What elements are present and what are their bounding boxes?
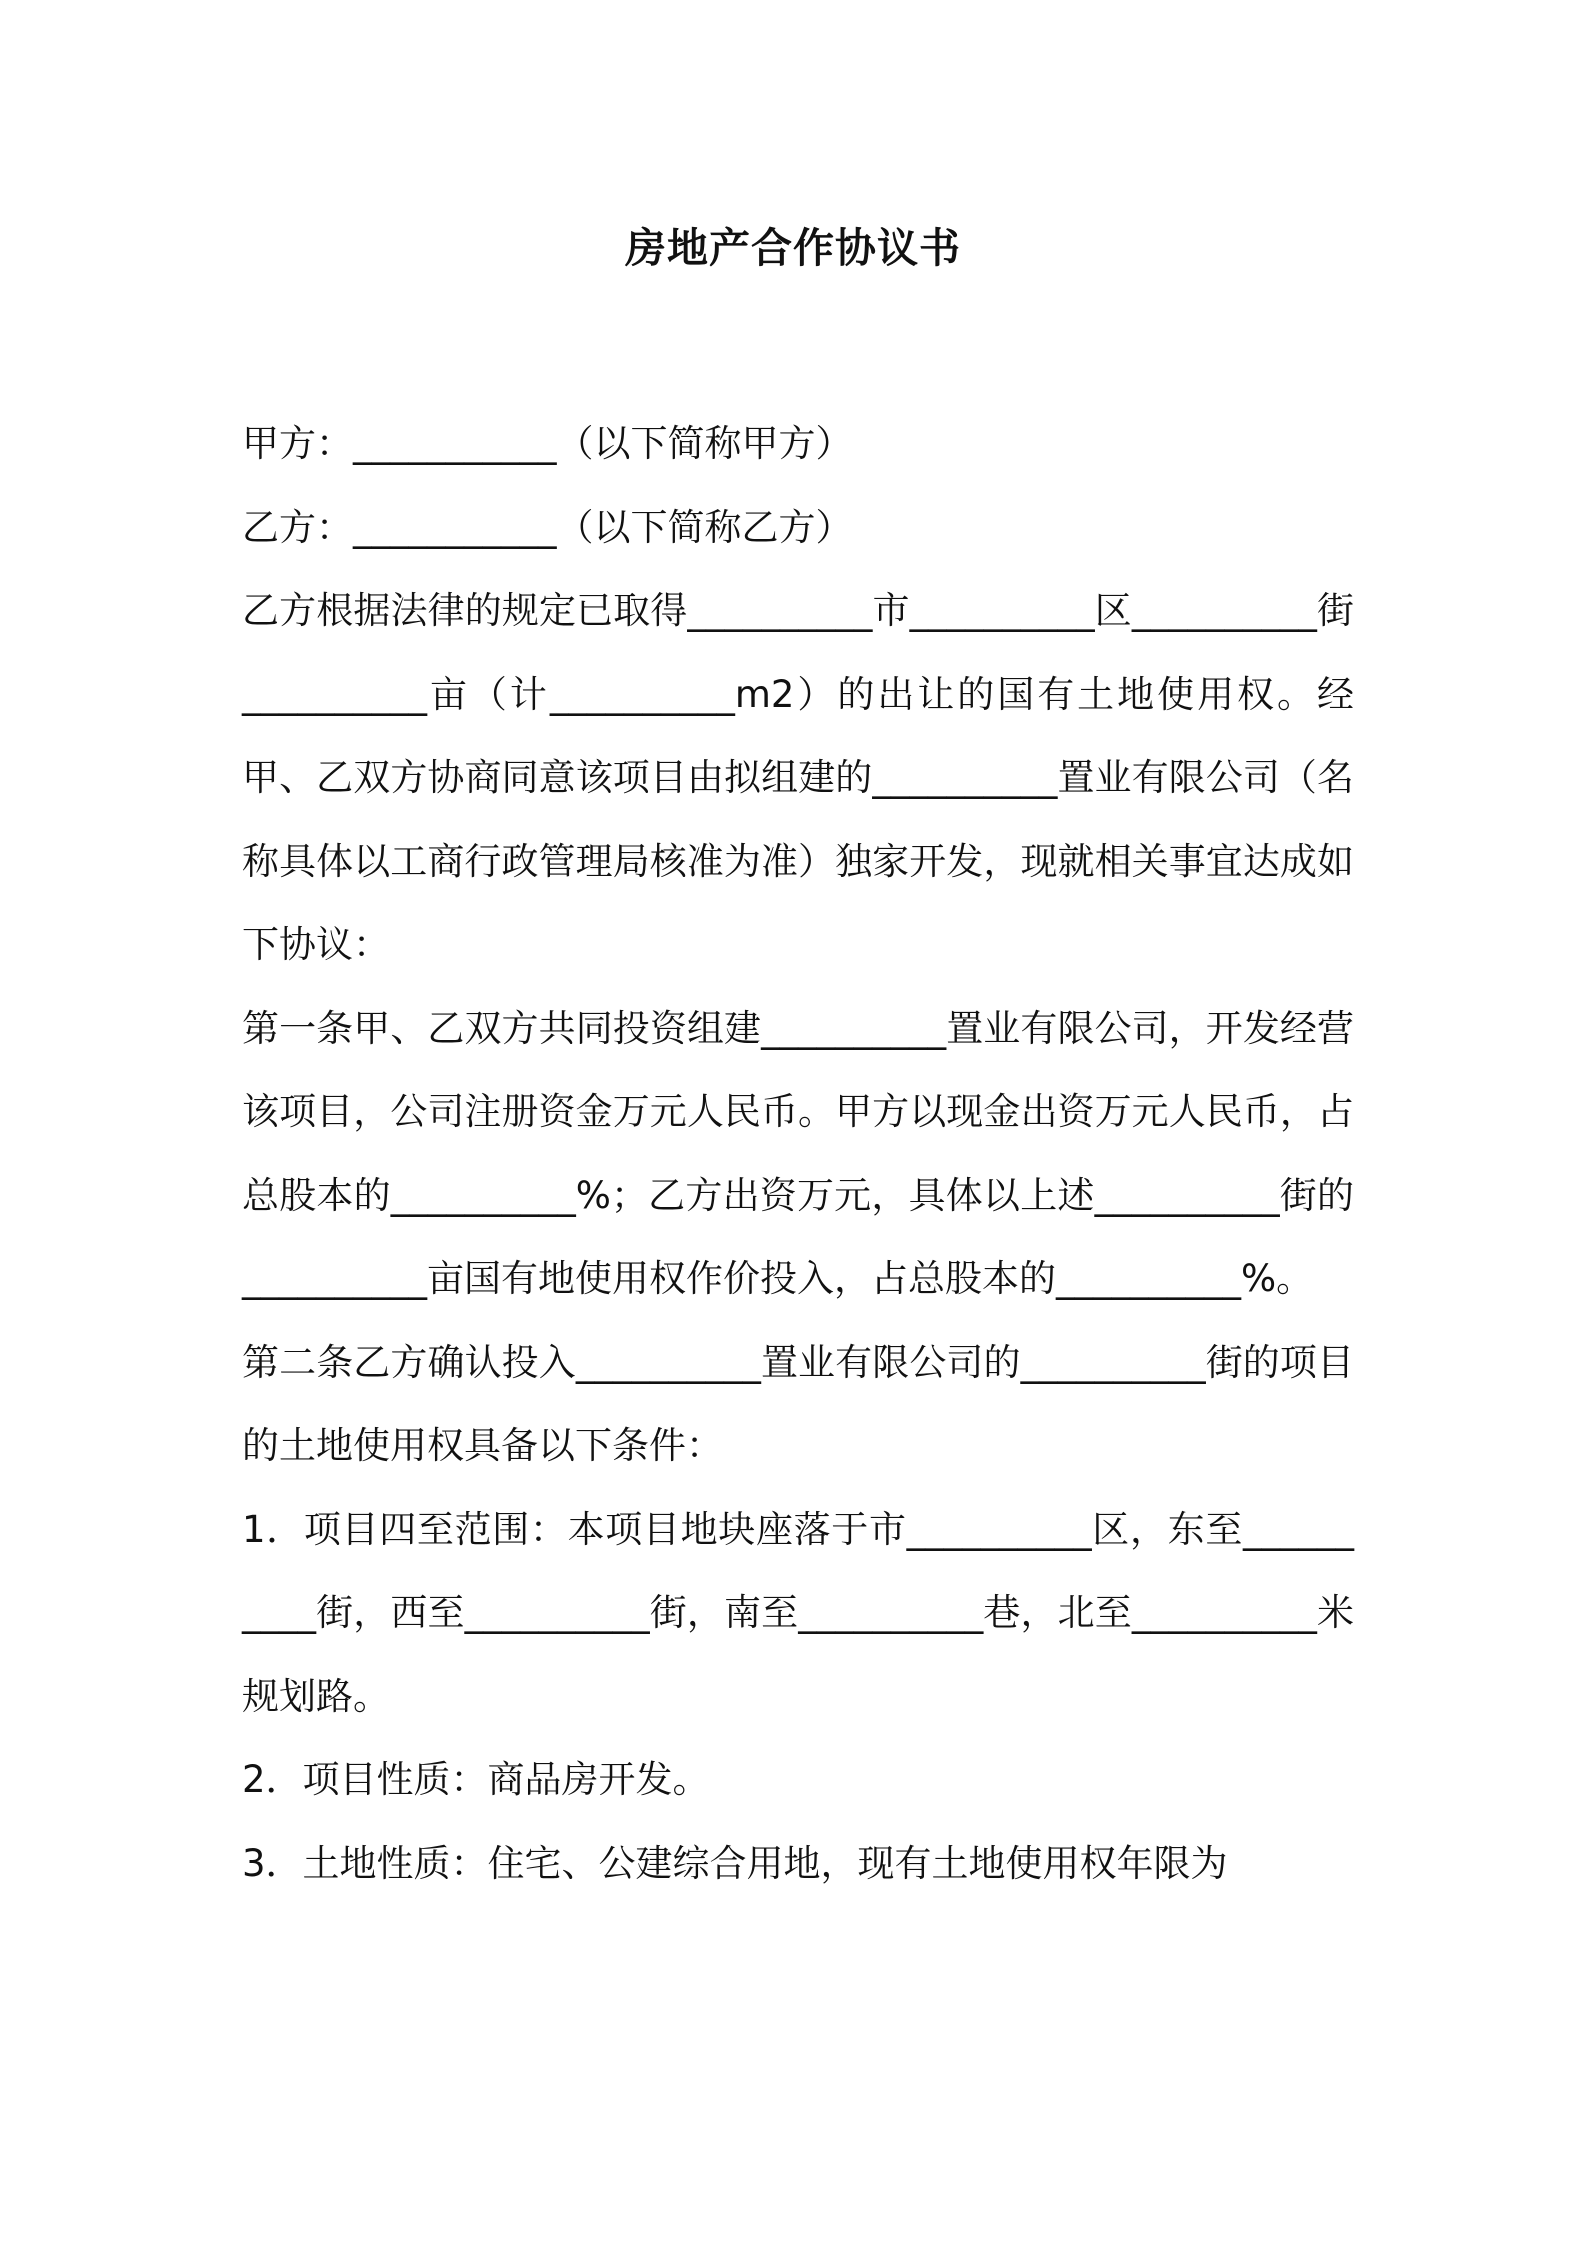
clause-2-paragraph: 2．项目性质：商品房开发。 [242, 1758, 710, 1801]
clause-3-paragraph: 3．土地性质：住宅、公建综合用地，现有土地使用权年限为 [242, 1841, 1228, 1885]
preamble-paragraph: 乙方根据法律的规定已取得__________市__________区__________街__________亩（计__________m2）的出让的国有土地使用权。经甲、乙双方协商同意该项目由拟组建的__________置业有限公司（名称具体以工商行政管理局核准为准）独家开发，现就相关事宜达成如下协议： [242, 589, 1354, 966]
article-2-paragraph: 第二条乙方确认投入__________置业有限公司的__________街的项目的土地使用权具备以下条件： [242, 1340, 1354, 1467]
party-b-line: 乙方：___________（以下简称乙方） [242, 505, 853, 549]
document-body [242, 402, 1354, 1905]
party-a-line: 甲方：___________（以下简称甲方） [242, 422, 853, 465]
document-title: 房地产合作协议书 [625, 224, 961, 272]
article-1-paragraph: 第一条甲、乙双方共同投资组建__________置业有限公司，开发经营该项目，公司注册资金万元人民币。甲方以现金出资万元人民币，占总股本的__________%；乙方出资万元，具体以上述__________街的__________亩国有地使用权作价投入，占总股本的__________%。 [242, 1006, 1354, 1300]
clause-1-paragraph: 1．项目四至范围：本项目地块座落于市__________区，东至__________街，西至__________街，南至__________巷，北至__________米规划路。 [242, 1507, 1354, 1718]
